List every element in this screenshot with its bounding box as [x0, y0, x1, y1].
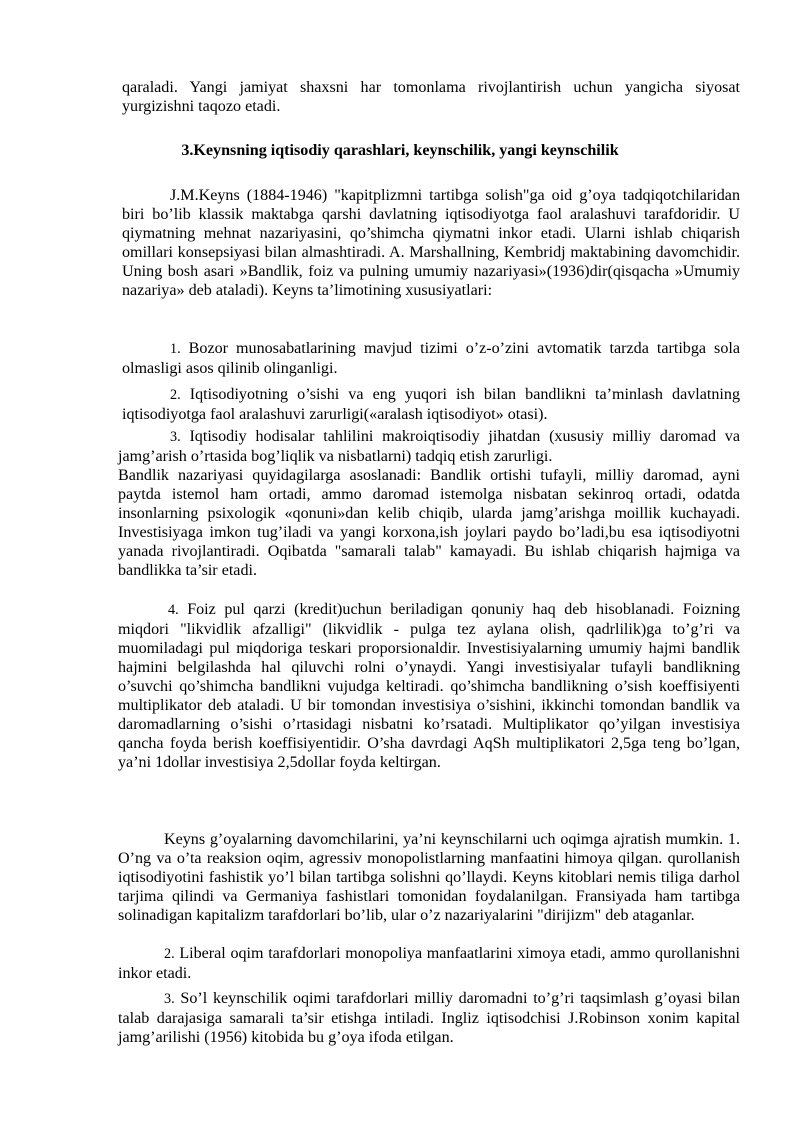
list-item-text: Iqtisodiy hodisalar tahlilini makroiqtisodiy jihatdan (xususiy milliy daromad va jamg’arish o’rtasida bog’liqlik va nisbatlarni) tadqiq etish zarurligi. [118, 428, 740, 465]
paragraph-keyns-intro: J.M.Keyns (1884-1946) "kapitplizmni tartibga solish"ga oid g’oya tadqiqotchilaridan biri bo’lib klassik maktabga qarshi davlatning iqtisodiyotga faol aralashuvi tarafdoridir. U qiymatning mehnat nazariyasini, qo’shimcha qiymatni inkor etadi. Ularni ishlab chiqarish omillari konsepsiyasi bilan almashtiradi. A. Marshallning, Kembridj maktabining davomchidir. Uning bosh asari »Bandlik, foiz va pulning umumiy nazariyasi»(1936)dir(qisqacha »Umumiy nazariya» deb ataladi). Keyns ta’limotining xususiyatlari: [122, 187, 740, 299]
list-item-text: Iqtisodiyotning o’sishi va eng yuqori ish bilan bandlikni ta’minlash davlatning iqtisodiyotga faol aralashuvi zarurligi(«aralash iqtisodiyot» otasi). [122, 386, 740, 423]
paragraph-sol-keynschilik [118, 989, 740, 1047]
paragraph-number: 4. [168, 602, 179, 618]
list-item-number: 3. [170, 429, 181, 445]
paragraph-text: So’l keynschilik oqimi tarafdorlari milliy daromadni to’g’ri taqsimlash g’oyasi bilan talab darajasiga samarali ta’sir etishga intiladi. Ingliz iqtisodchisi J.Robinson xonim kapital jamg’arilishi (1956) kitobida bu g’oya ifoda etilgan. [118, 990, 740, 1046]
paragraph-number: 3. [164, 991, 175, 1007]
list-item-2 [122, 385, 740, 424]
paragraph-liberal [118, 944, 740, 983]
list-item-number: 1. [170, 341, 181, 357]
paragraph-number: 2. [164, 946, 175, 962]
paragraph-keynschilar: Keyns g’oyalarning davomchilarini, ya’ni keynschilarni uch oqimga ajratish mumkin. 1. O’ng va o’ta reaksion oqim, agressiv monopolistlarning manfaatini himoya qilgan. qurollanish iqtisodiyotini fashistik yo’l bilan tartibga solishni qo’llaydi. Keyns kitoblari nemis tiliga darhol tarjima qilindi va Germaniya fashistlari tomonidan foydalanilgan. Fransiyada ham tartibga solinadigan kapitalizm tarafdorlari bo’lib, ular o’z nazariyalarini "dirijizm" deb ataganlar. [118, 831, 740, 924]
list-item-1 [122, 339, 740, 378]
paragraph-text: Liberal oqim tarafdorlari monopoliya manfaatlarini ximoya etadi, ammo qurollanishni inkor etadi. [118, 945, 740, 982]
intro-paragraph: qaraladi. Yangi jamiyat shaxsni har tomonlama rivojlantirish uchun yangicha siyosat yurgizishni taqozo etadi. [122, 79, 740, 115]
list-item-number: 2. [170, 387, 181, 403]
paragraph-text: Foiz pul qarzi (kredit)uchun beriladigan qonuniy haq deb hisoblanadi. Foizning miqdori "likvidlik afzalligi" (likvidlik - pulga tez aylana olish, qadrlilik)ga to’g’ri va muomiladagi pul miqdoriga teskari proporsionaldir. Investisiyalarning umumiy hajmi bandlik hajmini belgilashda hal qiluvchi rolni o’ynaydi. Yangi investisiyalar tufayli bandlikning o’suvchi qo’shimcha bandlikni vujudga keltiradi. qo’shimcha bandlikning o’sish koeffisiyenti multiplikator deb ataladi. U bir tomondan investisiya o’sishini, ikkinchi tomondan bandlik va daromadlarning o’sishi o’rtasidagi nisbatni ko’rsatadi. Multiplikator qo’yilgan investisiya qancha foyda berish koeffisiyentidir. O’sha davrdagi AqSh multiplikatori 2,5ga teng bo’lgan, ya’ni 1dollar investisiya 2,5dollar foyda keltirgan. [118, 601, 741, 771]
paragraph-foiz [118, 600, 740, 772]
list-item-3 [118, 427, 740, 466]
list-item-text: Bozor munosabatlarining mavjud tizimi o’z-o’zini avtomatik tarzda tartibga sola olmasligi asos qilinib olinganligi. [122, 340, 740, 377]
section-heading: 3.Keynsning iqtisodiy qarashlari, keynschilik, yangi keynschilik [181, 142, 619, 159]
paragraph-bandlik: Bandlik nazariyasi quyidagilarga asoslanadi: Bandlik ortishi tufayli, milliy daromad, ayni paytda istemol ham ortadi, ammo daromad istemolga nisbatan sekinroq ortadi, odatda insonlarning psixologik «qonuni»dan kelib chiqib, ularda jamg’arishga moillik kuchayadi. Investisiyaga imkon tug’iladi va yangi korxona,ish joylari paydo bo’ladi,bu esa iqtisodiyotni yanada rivojlantiradi. Oqibatda "samarali talab" kamayadi. Bu ishlab chiqarish hajmiga va bandlikka ta’sir etadi. [118, 467, 740, 579]
